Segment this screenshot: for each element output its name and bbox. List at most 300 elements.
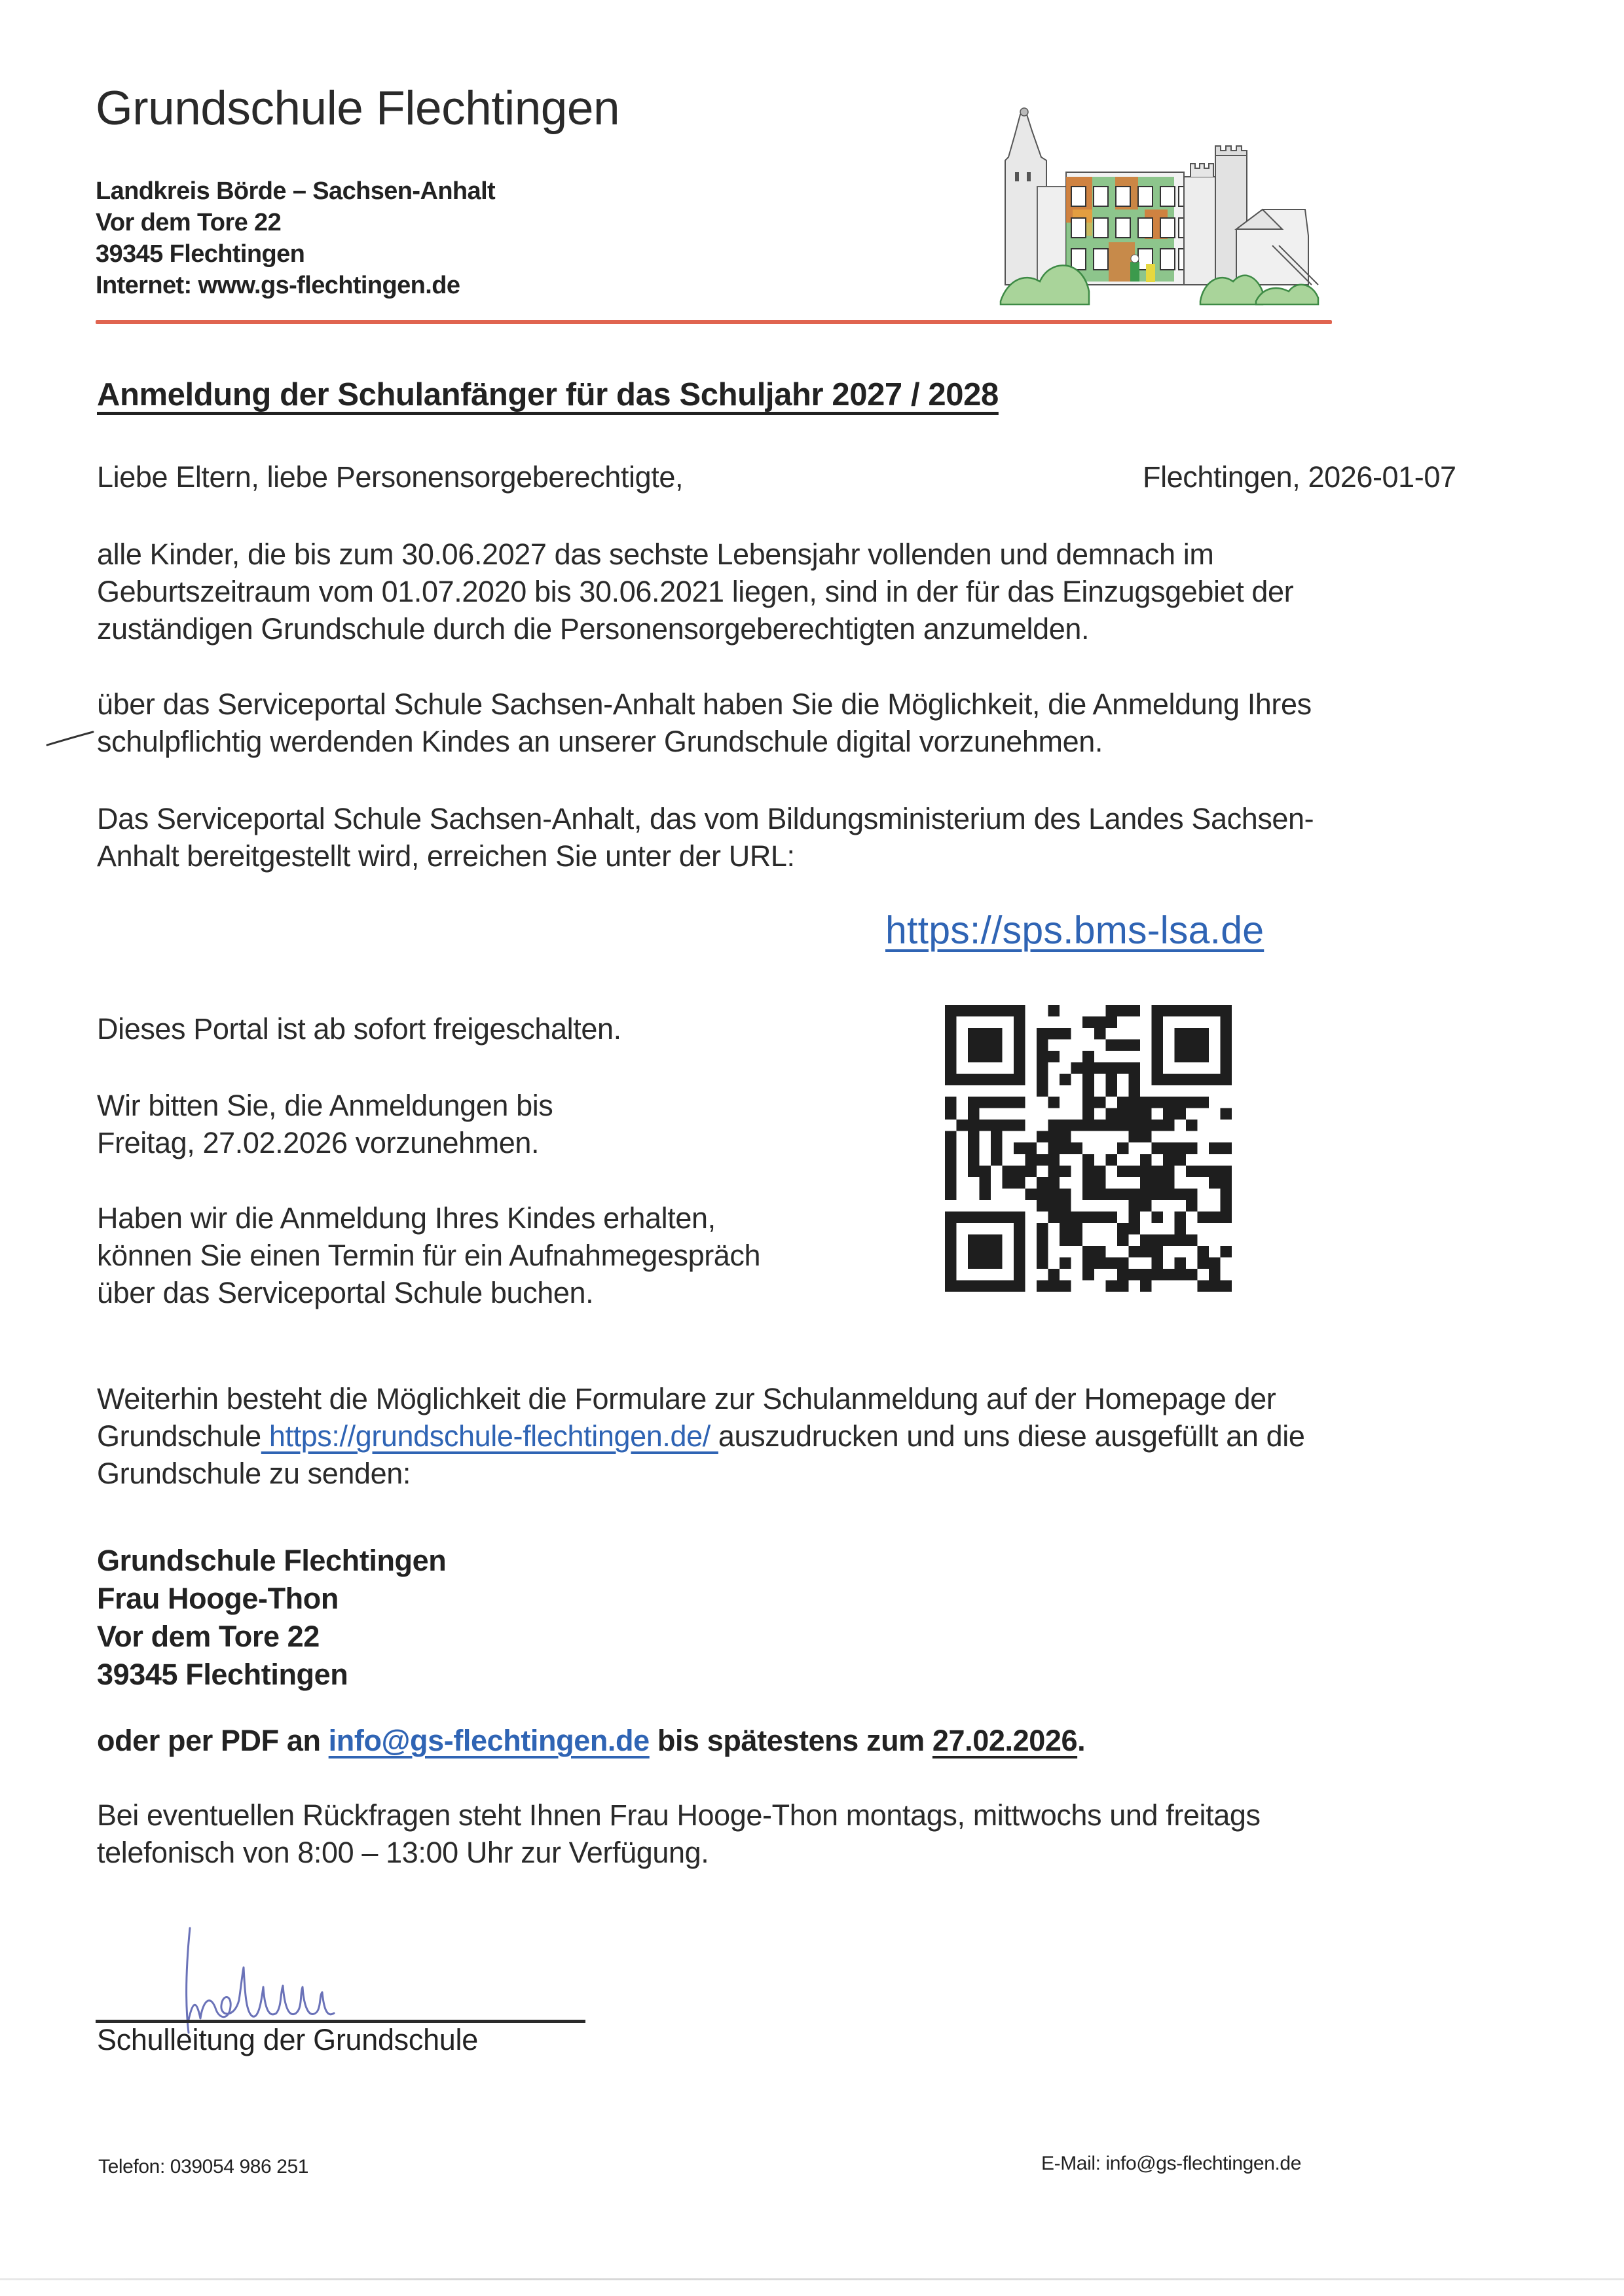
qr-module	[1220, 1108, 1232, 1120]
qr-module	[1174, 1188, 1186, 1200]
qr-module	[1197, 1074, 1209, 1085]
paragraph-line: schulpflichtig werdenden Kindes an unserer Grundschule digital vorzunehmen.	[97, 725, 1103, 758]
qr-module	[980, 1097, 991, 1108]
qr-module	[1014, 1142, 1025, 1154]
qr-module	[1014, 1051, 1025, 1063]
qr-module	[991, 1234, 1003, 1246]
qr-module	[968, 1005, 980, 1017]
qr-module	[1048, 1154, 1060, 1166]
school-building-drawing-icon	[974, 95, 1328, 324]
qr-module	[1128, 1131, 1140, 1143]
qr-module	[1140, 1131, 1152, 1143]
qr-module	[968, 1074, 980, 1085]
paragraph-line: Das Serviceportal Schule Sachsen-Anhalt, das vom Bildungsministerium des Landes Sachsen-	[97, 802, 1314, 835]
qr-module	[945, 1063, 957, 1074]
qr-module	[1174, 1234, 1186, 1246]
portal-url-link[interactable]: https://sps.bms-lsa.de	[885, 909, 1264, 952]
qr-module	[1220, 1246, 1232, 1258]
qr-module	[1209, 1269, 1221, 1281]
qr-module	[1003, 1177, 1014, 1189]
qr-module	[1186, 1120, 1198, 1131]
qr-module	[957, 1074, 969, 1085]
qr-module	[1048, 1177, 1060, 1189]
qr-module	[1048, 1142, 1060, 1154]
address-district: Landkreis Börde – Sachsen-Anhalt	[96, 177, 496, 205]
paragraph-line: können Sie einen Termin für ein Aufnahmegespräch	[97, 1239, 761, 1272]
qr-module	[991, 1154, 1003, 1166]
qr-module	[968, 1040, 980, 1051]
recipient-line: Grundschule Flechtingen	[97, 1544, 447, 1577]
address-street: Vor dem Tore 22	[96, 209, 282, 236]
qr-module	[945, 1177, 957, 1189]
qr-module	[1174, 1074, 1186, 1085]
qr-module	[1209, 1177, 1221, 1189]
qr-module	[1140, 1280, 1152, 1292]
qr-module	[1117, 1188, 1129, 1200]
qr-module	[1037, 1257, 1048, 1269]
qr-module	[1094, 1177, 1106, 1189]
qr-module	[1186, 1188, 1198, 1200]
qr-module	[1082, 1177, 1094, 1189]
qr-module	[1060, 1257, 1071, 1269]
qr-module	[1128, 1097, 1140, 1108]
qr-module	[1105, 1017, 1117, 1029]
qr-module	[968, 1142, 980, 1154]
qr-module	[1117, 1234, 1129, 1246]
qr-module	[991, 1120, 1003, 1131]
qr-module	[1220, 1028, 1232, 1040]
qr-module	[1151, 1246, 1163, 1258]
qr-module	[1082, 1165, 1094, 1177]
qr-module	[1128, 1165, 1140, 1177]
qr-module	[1220, 1040, 1232, 1051]
qr-module	[1014, 1211, 1025, 1223]
qr-module	[1151, 1269, 1163, 1281]
address-city: 39345 Flechtingen	[96, 240, 305, 268]
qr-module	[1174, 1269, 1186, 1281]
recipient-line: Vor dem Tore 22	[97, 1620, 320, 1653]
qr-module	[1186, 1097, 1198, 1108]
qr-module	[1128, 1223, 1140, 1235]
qr-module	[1140, 1188, 1152, 1200]
qr-module	[1060, 1223, 1071, 1235]
qr-module	[1174, 1051, 1186, 1063]
qr-module	[945, 1257, 957, 1269]
deadline-notice	[97, 1087, 553, 1161]
qr-module	[1060, 1165, 1071, 1177]
qr-module	[1197, 1246, 1209, 1258]
qr-module	[1117, 1280, 1129, 1292]
qr-module	[1094, 1257, 1106, 1269]
qr-module	[1048, 1097, 1060, 1108]
qr-module	[1128, 1200, 1140, 1212]
paragraph-line: Bei eventuellen Rückfragen steht Ihnen Frau Hooge-Thon montags, mittwochs und freitags	[97, 1798, 1261, 1832]
qr-module	[1220, 1005, 1232, 1017]
paragraph-line: Haben wir die Anmeldung Ihres Kindes erhalten,	[97, 1201, 716, 1235]
qr-module	[1220, 1051, 1232, 1063]
qr-module	[1082, 1017, 1094, 1029]
qr-module	[1140, 1097, 1152, 1108]
qr-module	[968, 1280, 980, 1292]
qr-module	[1128, 1246, 1140, 1258]
qr-module	[980, 1028, 991, 1040]
qr-module	[991, 1074, 1003, 1085]
qr-module	[1082, 1097, 1094, 1108]
greeting: Liebe Eltern, liebe Personensorgeberechtigte,	[97, 460, 684, 494]
footer-phone: Telefon: 039054 986 251	[98, 2156, 309, 2178]
qr-module	[968, 1257, 980, 1269]
qr-module	[991, 1280, 1003, 1292]
qr-module	[1037, 1154, 1048, 1166]
qr-module	[1140, 1246, 1152, 1258]
qr-module	[1163, 1177, 1175, 1189]
qr-module	[1151, 1028, 1163, 1040]
qr-module	[1014, 1017, 1025, 1029]
qr-module	[1197, 1211, 1209, 1223]
qr-module	[1140, 1165, 1152, 1177]
qr-module	[991, 1005, 1003, 1017]
qr-module	[1140, 1234, 1152, 1246]
qr-module	[1117, 1040, 1129, 1051]
qr-module	[1174, 1040, 1186, 1051]
qr-module	[1174, 1108, 1186, 1120]
recipient-line: 39345 Flechtingen	[97, 1658, 348, 1691]
qr-module	[1082, 1211, 1094, 1223]
qr-module	[1197, 1028, 1209, 1040]
qr-module	[980, 1165, 991, 1177]
qr-module	[1048, 1120, 1060, 1131]
qr-module	[1105, 1005, 1117, 1017]
qr-module	[991, 1257, 1003, 1269]
qr-module	[1128, 1211, 1140, 1223]
pdf-text: bis spätestens zum	[649, 1724, 932, 1757]
qr-module	[1048, 1280, 1060, 1292]
qr-module	[991, 1142, 1003, 1154]
qr-module	[1082, 1108, 1094, 1120]
qr-module	[1151, 1188, 1163, 1200]
qr-module	[1209, 1005, 1221, 1017]
qr-module	[1128, 1005, 1140, 1017]
qr-module	[945, 1269, 957, 1281]
qr-module	[1197, 1097, 1209, 1108]
qr-module	[945, 1246, 957, 1258]
qr-module	[1117, 1005, 1129, 1017]
qr-module	[1220, 1280, 1232, 1292]
qr-module	[1220, 1188, 1232, 1200]
qr-module	[1174, 1028, 1186, 1040]
place-date: Flechtingen, 2026-01-07	[1143, 460, 1456, 494]
pdf-submission-line	[97, 1724, 1085, 1758]
qr-module	[980, 1211, 991, 1223]
paragraph-line: Geburtszeitraum vom 01.07.2020 bis 30.06.2021 liegen, sind in der für das Einzugsgebiet der	[97, 575, 1294, 608]
qr-module	[1094, 1188, 1106, 1200]
qr-module	[1174, 1097, 1186, 1108]
qr-module	[1037, 1028, 1048, 1040]
qr-module	[1151, 1063, 1163, 1074]
qr-module	[991, 1028, 1003, 1040]
qr-module	[1014, 1246, 1025, 1258]
qr-module	[1151, 1017, 1163, 1029]
qr-module	[1186, 1040, 1198, 1051]
qr-module	[1048, 1269, 1060, 1281]
qr-module	[1094, 1017, 1106, 1029]
qr-module	[1117, 1269, 1129, 1281]
qr-module	[980, 1188, 991, 1200]
paragraph-forms	[97, 1380, 1304, 1492]
qr-module	[1163, 1097, 1175, 1108]
qr-module	[1220, 1074, 1232, 1085]
qr-module	[1060, 1142, 1071, 1154]
qr-module	[1003, 1120, 1014, 1131]
qr-module	[1037, 1131, 1048, 1143]
qr-module	[1094, 1028, 1106, 1040]
qr-module	[1082, 1063, 1094, 1074]
qr-module	[1117, 1223, 1129, 1235]
qr-module	[1220, 1165, 1232, 1177]
qr-module	[1082, 1269, 1094, 1281]
qr-module	[945, 1040, 957, 1051]
qr-module	[1163, 1074, 1175, 1085]
qr-module	[980, 1234, 991, 1246]
qr-module	[1037, 1040, 1048, 1051]
qr-module	[1105, 1040, 1117, 1051]
qr-module	[1060, 1200, 1071, 1212]
paragraph-line: alle Kinder, die bis zum 30.06.2027 das sechste Lebensjahr vollenden und demnach im	[97, 538, 1214, 571]
qr-module	[1186, 1269, 1198, 1281]
qr-module	[1094, 1246, 1106, 1258]
qr-module	[1037, 1177, 1048, 1189]
qr-module	[1060, 1234, 1071, 1246]
qr-module	[1220, 1177, 1232, 1189]
qr-module	[1220, 1200, 1232, 1212]
handwritten-signature-icon	[157, 1922, 465, 2036]
qr-module	[945, 1154, 957, 1166]
qr-module	[1071, 1142, 1083, 1154]
qr-module	[1071, 1234, 1083, 1246]
qr-module	[1209, 1280, 1221, 1292]
paragraph-line: über das Serviceportal Schule Sachsen-Anhalt haben Sie die Möglichkeit, die Anmeldung Ihres	[97, 687, 1312, 721]
qr-module	[1163, 1120, 1175, 1131]
qr-module	[980, 1280, 991, 1292]
paragraph-line: Anhalt bereitgestellt wird, erreichen Sie unter der URL:	[97, 839, 795, 873]
qr-module	[1014, 1028, 1025, 1040]
qr-module	[1151, 1120, 1163, 1131]
qr-module	[1014, 1234, 1025, 1246]
letter-heading: Anmeldung der Schulanfänger für das Schuljahr 2027 / 2028	[97, 377, 999, 412]
qr-module	[1105, 1154, 1117, 1166]
qr-module	[1197, 1040, 1209, 1051]
qr-code-icon[interactable]	[945, 1005, 1232, 1292]
qr-module	[945, 1051, 957, 1063]
qr-module	[1037, 1234, 1048, 1246]
qr-module	[945, 1211, 957, 1223]
qr-module	[1186, 1200, 1198, 1212]
qr-module	[1071, 1063, 1083, 1074]
qr-module	[945, 1005, 957, 1017]
school-name: Grundschule Flechtingen	[96, 82, 620, 135]
qr-module	[991, 1131, 1003, 1143]
qr-module	[1003, 1097, 1014, 1108]
qr-module	[1060, 1131, 1071, 1143]
qr-module	[1140, 1177, 1152, 1189]
qr-module	[1037, 1200, 1048, 1212]
qr-module	[1163, 1142, 1175, 1154]
qr-module	[1082, 1246, 1094, 1258]
qr-module	[968, 1246, 980, 1258]
homepage-link[interactable]: https://grundschule-flechtingen.de/	[261, 1419, 718, 1453]
qr-module	[1174, 1005, 1186, 1017]
qr-module	[1048, 1165, 1060, 1177]
qr-module	[1220, 1063, 1232, 1074]
qr-module	[1082, 1085, 1094, 1097]
qr-module	[1163, 1005, 1175, 1017]
qr-module	[1117, 1097, 1129, 1108]
qr-module	[1163, 1234, 1175, 1246]
qr-module	[1186, 1074, 1198, 1085]
qr-module	[980, 1257, 991, 1269]
pdf-text: .	[1077, 1724, 1086, 1757]
qr-module	[1048, 1188, 1060, 1200]
qr-module	[1094, 1120, 1106, 1131]
qr-module	[1025, 1142, 1037, 1154]
qr-module	[1117, 1257, 1129, 1269]
paragraph-line	[97, 1417, 1304, 1455]
paragraph-line: Freitag, 27.02.2026 vorzunehmen.	[97, 1126, 540, 1159]
qr-module	[1082, 1074, 1094, 1085]
qr-module	[1025, 1188, 1037, 1200]
paragraph-line: Weiterhin besteht die Möglichkeit die Formulare zur Schulanmeldung auf der Homepage der	[97, 1382, 1276, 1415]
qr-module	[1117, 1165, 1129, 1177]
qr-module	[945, 1223, 957, 1235]
qr-module	[1197, 1051, 1209, 1063]
appointment-notice	[97, 1199, 760, 1311]
qr-module	[1117, 1142, 1129, 1154]
paragraph-eligibility	[97, 536, 1293, 647]
qr-module	[1151, 1040, 1163, 1051]
qr-module	[957, 1211, 969, 1223]
qr-module	[1186, 1028, 1198, 1040]
qr-module	[1163, 1165, 1175, 1177]
qr-module	[1060, 1280, 1071, 1292]
qr-module	[1174, 1154, 1186, 1166]
qr-module	[945, 1097, 957, 1108]
qr-module	[1151, 1165, 1163, 1177]
qr-module	[1014, 1120, 1025, 1131]
qr-module	[1163, 1269, 1175, 1281]
qr-module	[1197, 1280, 1209, 1292]
qr-module	[1014, 1165, 1025, 1177]
qr-module	[945, 1142, 957, 1154]
qr-module	[1140, 1120, 1152, 1131]
qr-module	[1209, 1257, 1221, 1269]
email-link[interactable]: info@gs-flechtingen.de	[328, 1724, 650, 1757]
qr-module	[1082, 1257, 1094, 1269]
qr-module	[991, 1051, 1003, 1063]
qr-module	[1186, 1165, 1198, 1177]
qr-module	[1014, 1097, 1025, 1108]
questions-notice	[97, 1796, 1261, 1871]
qr-module	[1048, 1005, 1060, 1017]
qr-module	[1014, 1040, 1025, 1051]
school-address	[96, 175, 495, 301]
qr-module	[1197, 1165, 1209, 1177]
qr-module	[1037, 1085, 1048, 1097]
qr-module	[1037, 1223, 1048, 1235]
qr-module	[968, 1051, 980, 1063]
qr-module	[968, 1154, 980, 1166]
qr-module	[945, 1280, 957, 1292]
qr-module	[980, 1177, 991, 1189]
qr-module	[1048, 1051, 1060, 1063]
qr-module	[1105, 1085, 1117, 1097]
paragraph-line: über das Serviceportal Schule buchen.	[97, 1276, 594, 1309]
qr-module	[1174, 1142, 1186, 1154]
qr-module	[1048, 1028, 1060, 1040]
qr-module	[945, 1165, 957, 1177]
footer-email: E-Mail: info@gs-flechtingen.de	[1041, 2153, 1301, 2174]
qr-module	[1037, 1051, 1048, 1063]
qr-module	[1003, 1074, 1014, 1085]
qr-module	[1151, 1051, 1163, 1063]
qr-module	[1105, 1211, 1117, 1223]
qr-module	[945, 1108, 957, 1120]
qr-module	[1174, 1257, 1186, 1269]
qr-module	[957, 1120, 969, 1131]
qr-module	[1014, 1063, 1025, 1074]
qr-module	[1140, 1200, 1152, 1212]
due-date: 27.02.2026	[932, 1724, 1078, 1757]
qr-module	[991, 1211, 1003, 1223]
qr-module	[1151, 1257, 1163, 1269]
qr-module	[968, 1165, 980, 1177]
qr-module	[1105, 1108, 1117, 1120]
qr-module	[1128, 1188, 1140, 1200]
portal-open-notice: Dieses Portal ist ab sofort freigeschalten.	[97, 1012, 621, 1046]
qr-module	[1060, 1211, 1071, 1223]
qr-module	[980, 1051, 991, 1063]
qr-module	[968, 1234, 980, 1246]
qr-module	[945, 1234, 957, 1246]
qr-module	[1128, 1269, 1140, 1281]
qr-module	[1105, 1280, 1117, 1292]
qr-module	[1209, 1211, 1221, 1223]
paragraph-portal-info	[97, 800, 1314, 875]
qr-module	[1128, 1120, 1140, 1131]
qr-module	[1105, 1257, 1117, 1269]
qr-module	[1048, 1131, 1060, 1143]
qr-module	[1151, 1074, 1163, 1085]
qr-module	[1003, 1165, 1014, 1177]
qr-module	[968, 1097, 980, 1108]
qr-module	[1209, 1165, 1221, 1177]
qr-module	[1128, 1108, 1140, 1120]
paragraph-line: Grundschule zu senden:	[97, 1457, 411, 1490]
qr-module	[1197, 1257, 1209, 1269]
qr-module	[1128, 1063, 1140, 1074]
qr-module	[1037, 1188, 1048, 1200]
qr-module	[1151, 1142, 1163, 1154]
qr-module	[1174, 1223, 1186, 1235]
qr-module	[1105, 1063, 1117, 1074]
qr-module	[1037, 1063, 1048, 1074]
recipient-line: Frau Hooge-Thon	[97, 1582, 339, 1615]
qr-module	[968, 1120, 980, 1131]
qr-module	[1117, 1120, 1129, 1131]
qr-module	[1014, 1280, 1025, 1292]
letterhead-divider	[96, 320, 1332, 324]
qr-module	[1003, 1211, 1014, 1223]
qr-module	[1094, 1063, 1106, 1074]
